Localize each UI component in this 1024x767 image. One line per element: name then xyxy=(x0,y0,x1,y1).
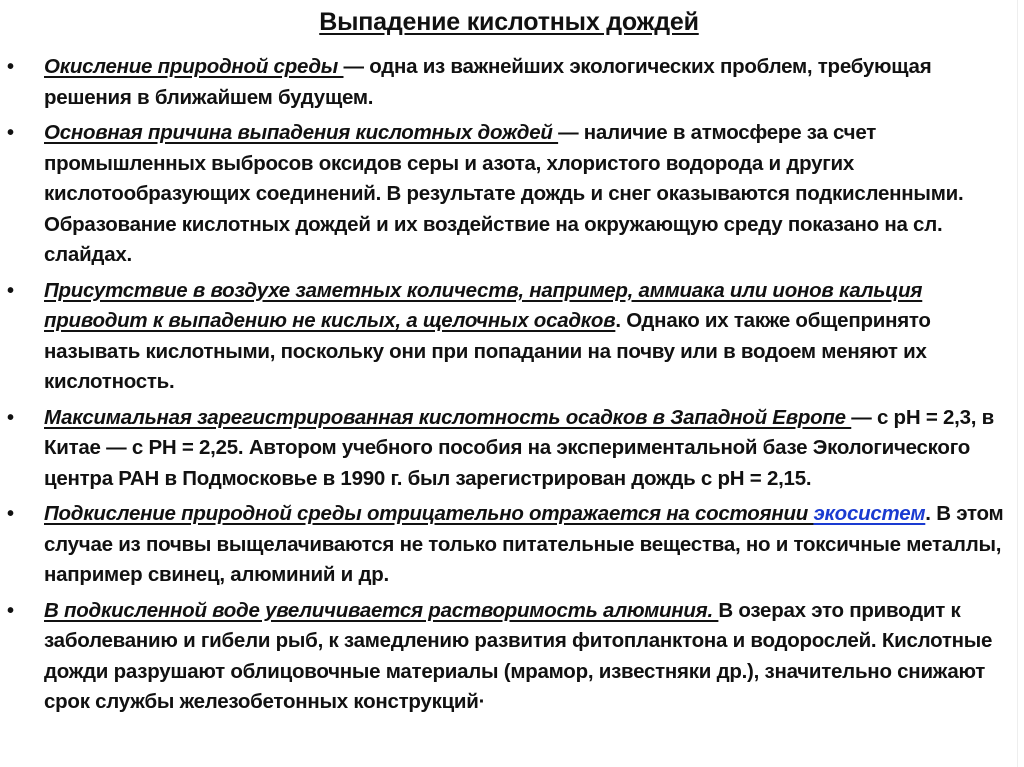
bullet-item-main-cause xyxy=(0,118,1010,271)
bullet-item-max-acidity xyxy=(0,403,1010,495)
bullet-item-alkaline xyxy=(0,276,1010,398)
bullet-icon: • xyxy=(7,599,14,622)
bullet-text: — одна из важнейших экологических проблем, требующая решения в ближайшем будущем. xyxy=(44,55,932,109)
bullet-text: . В этом случае из почвы выщелачиваются не только питательные вещества, но и токсичные металлы, например свинец, алюминий и др. xyxy=(44,502,1004,586)
bullet-icon: • xyxy=(7,279,14,302)
bullet-text: — с pH = 2,3, в Китае — с PH = 2,25. Автором учебного пособия на экспериментальной базе Экологического центра РАН в Подмосковье в 1990 г. был зарегистрирован дождь с pH = 2,15. xyxy=(44,405,994,490)
bullet-item-ecosystems xyxy=(0,499,1010,591)
bullet-icon: • xyxy=(7,503,14,525)
bullet-emphasis: Максимальная зарегистрированная кислотность осадков в Западной Европе xyxy=(44,405,852,429)
bullet-icon: • xyxy=(7,406,14,429)
bullet-text: — наличие в атмосфере за счет промышленных выбросов оксидов серы и азота, хлористого водорода и других кислотообразующих соединений. В результате дождь и снег оказываются подкисленными. Образование кислотных дождей и их воздействие на окружающую среду показано на сл. слайдах. xyxy=(44,121,964,266)
bullet-icon: • xyxy=(7,56,14,78)
bullet-emphasis: Основная причина выпадения кислотных дождей xyxy=(44,121,559,144)
slide-title: Выпадение кислотных дождей xyxy=(319,8,699,36)
bullet-emphasis: Присутствие в воздухе заметных количеств, например, аммиака или ионов кальция приводит к выпадению не кислых, а щелочных осадков xyxy=(44,278,923,332)
bullet-list xyxy=(0,52,1010,723)
bullet-item-aluminium xyxy=(0,596,1010,718)
bullet-text: В озерах это приводит к заболеванию и гибели рыб, к замедлению развития фитопланктона и водорослей. Кислотные дожди разрушают облицовочные материалы (мрамор, известняки др.), значительно снижают срок службы железобетонных конструкций· xyxy=(44,598,993,713)
bullet-emphasis: В подкисленной воде увеличивается растворимость алюминия. xyxy=(44,598,719,622)
bullet-text: . Однако их также общепринято называть кислотными, поскольку они при попадании на почву или в водоем меняют их кислотность. xyxy=(44,309,931,393)
ecosystems-link[interactable]: экосистем xyxy=(813,502,926,525)
bullet-item-oxidation xyxy=(0,52,1010,113)
bullet-emphasis: Подкисление природной среды отрицательно отражается на состоянии xyxy=(44,502,814,525)
bullet-icon: • xyxy=(7,122,14,144)
bullet-emphasis: Окисление природной среды xyxy=(44,55,344,78)
